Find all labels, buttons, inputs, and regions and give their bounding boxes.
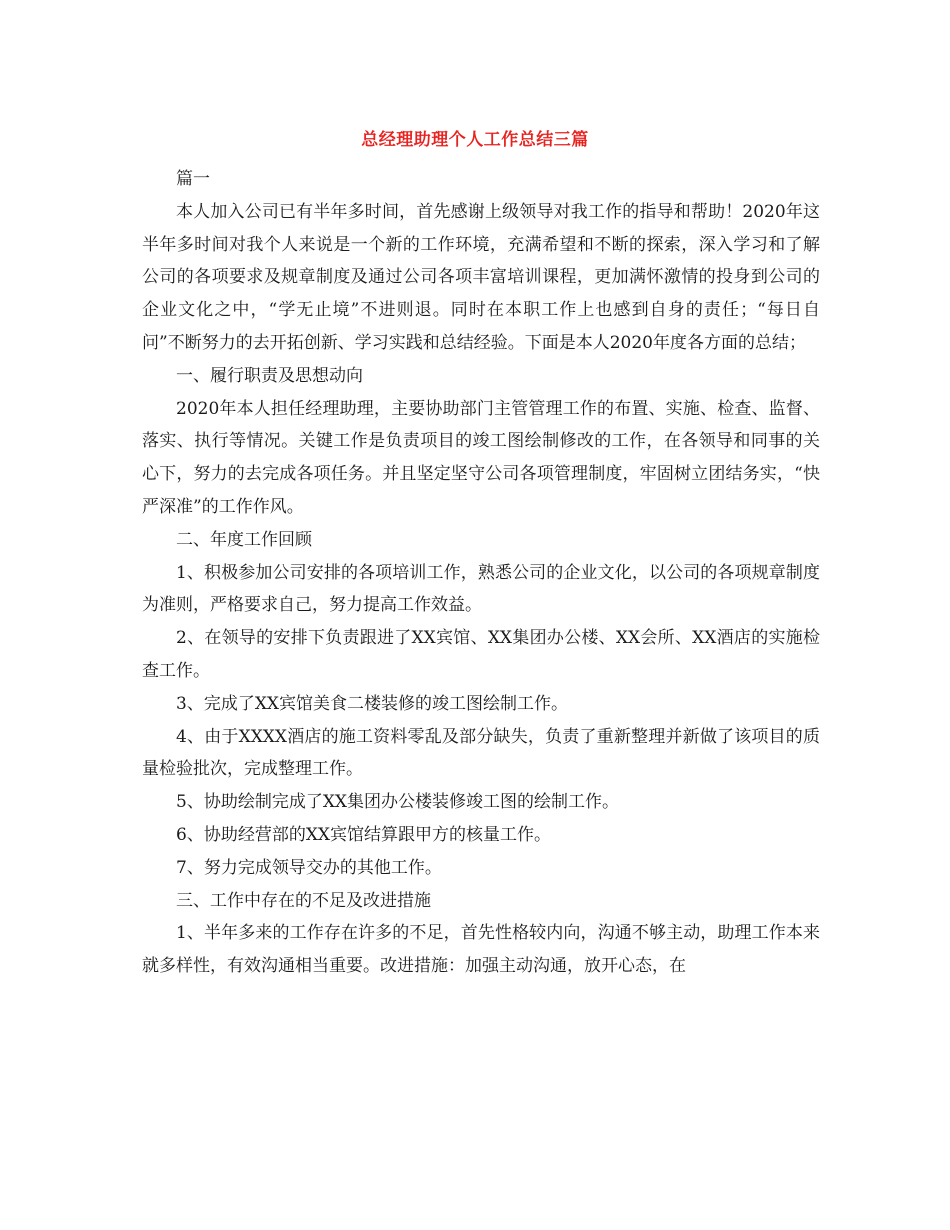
document-body: [142, 163, 820, 983]
heading-duties: 一、履行职责及思想动向: [176, 365, 363, 386]
section-label: 篇一: [176, 169, 210, 189]
paragraph-duties: 2020年本人担任经理助理，主要协助部门主管管理工作的布置、实施、检查、监督、落实、执行等情况。关键工作是负责项目的竣工图绘制修改的工作，在各领导和同事的关心下，努力的去完成各项任务。并且坚定坚守公司各项管理制度，牢固树立团结务实，“快严深准”的工作作风。: [142, 398, 820, 517]
list-item: 1、半年多来的工作存在许多的不足，首先性格较内向，沟通不够主动，助理工作本来就多样性，有效沟通相当重要。改进措施：加强主动沟通，放开心态，在: [142, 923, 820, 977]
list-item: 5、协助绘制完成了XX集团办公楼装修竣工图的绘制工作。: [176, 792, 620, 813]
paragraph-intro: 本人加入公司已有半年多时间，首先感谢上级领导对我工作的指导和帮助！2020年这半年多时间对我个人来说是一个新的工作环境，充满希望和不断的探索，深入学习和了解公司的各项要求及规章制度及通过公司各项丰富培训课程，更加满怀激情的投身到公司的企业文化之中，“学无止境”不进则退。同时在本职工作上也感到自身的责任；“每日自问”不断努力的去开拓创新、学习实践和总结经验。下面是本人2020年度各方面的总结；: [142, 201, 820, 353]
list-item: 4、由于XXXX酒店的施工资料零乱及部分缺失，负责了重新整理并新做了该项目的质量检验批次，完成整理工作。: [142, 726, 820, 780]
heading-review: 二、年度工作回顾: [176, 529, 312, 550]
document-title: 总经理助理个人工作总结三篇: [361, 130, 589, 150]
list-item: 3、完成了XX宾馆美食二楼装修的竣工图绘制工作。: [176, 693, 569, 714]
list-item: 1、积极参加公司安排的各项培训工作，熟悉公司的企业文化，以公司的各项规章制度为准则，严格要求自己，努力提高工作效益。: [142, 562, 820, 616]
heading-improvements: 三、工作中存在的不足及改进措施: [176, 890, 431, 911]
list-item: 6、协助经营部的XX宾馆结算跟甲方的核量工作。: [176, 824, 552, 845]
list-item: 7、努力完成领导交办的其他工作。: [176, 857, 442, 878]
list-item: 2、在领导的安排下负责跟进了XX宾馆、XX集团办公楼、XX会所、XX酒店的实施检查工作。: [142, 628, 820, 681]
